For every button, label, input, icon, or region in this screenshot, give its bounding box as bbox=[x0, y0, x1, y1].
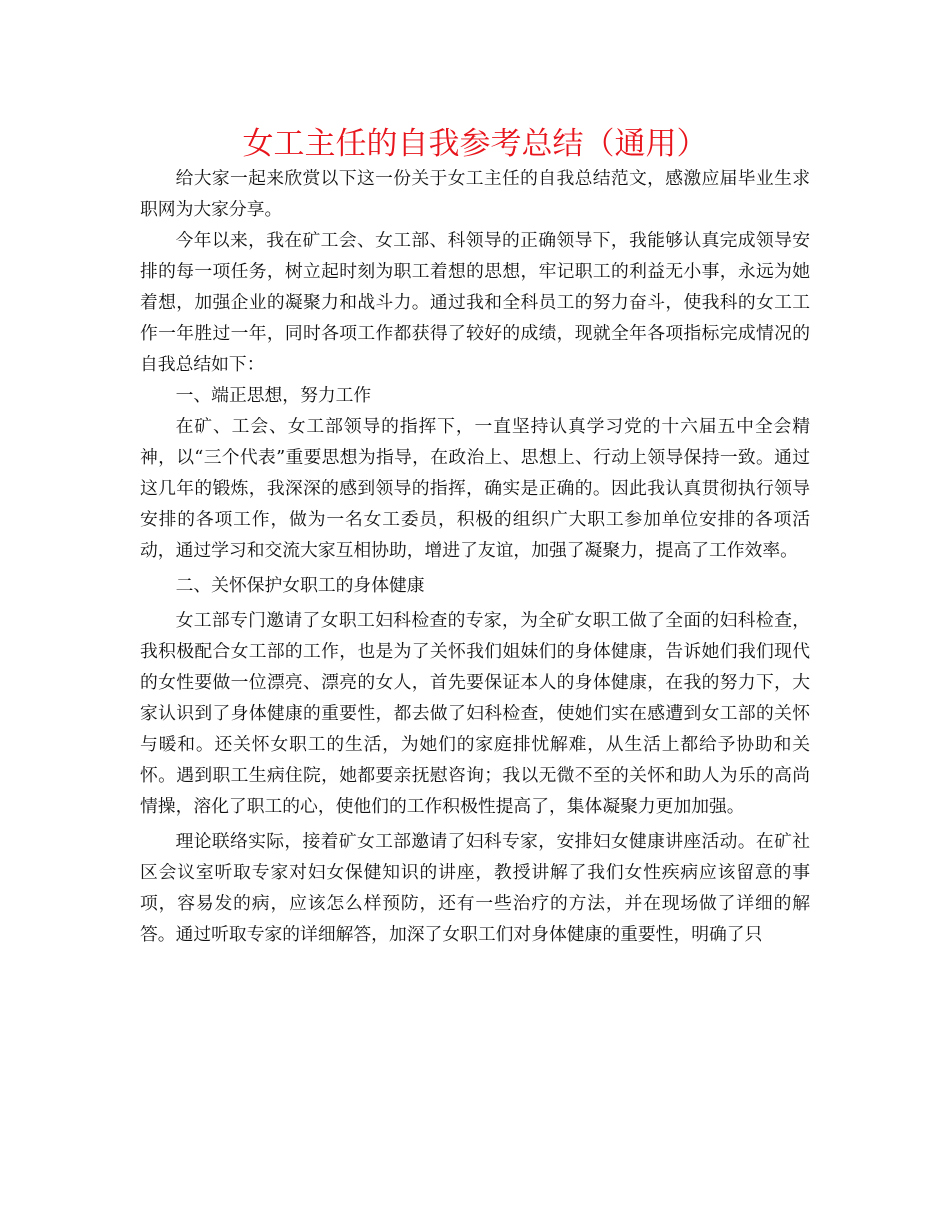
paragraph-intro: 给大家一起来欣赏以下这一份关于女工主任的自我总结范文，感激应届毕业生求职网为大家分享。 bbox=[140, 168, 810, 220]
document-body bbox=[140, 163, 810, 950]
paragraph-overview: 今年以来，我在矿工会、女工部、科领导的正确领导下，我能够认真完成领导安排的每一项任务，树立起时刻为职工着想的思想，牢记职工的利益无小事，永远为她着想，加强企业的凝聚力和战斗力。通过我和全科员工的努力奋斗，使我科的女工工作一年胜过一年，同时各项工作都获得了较好的成绩，现就全年各项指标完成情况的自我总结如下： bbox=[140, 230, 810, 375]
paragraph-section-1: 在矿、工会、女工部领导的指挥下，一直坚持认真学习党的十六届五中全会精神，以“三个代表”重要思想为指导，在政治上、思想上、行动上领导保持一致。通过这几年的锻炼，我深深的感到领导的指挥，确实是正确的。因此我认真贯彻执行领导安排的各项工作，做为一名女工委员，积极的组织广大职工参加单位安排的各项活动，通过学习和交流大家互相协助，增进了友谊，加强了凝聚力，提高了工作效率。 bbox=[140, 416, 810, 561]
section-heading-2: 二、关怀保护女职工的身体健康 bbox=[175, 575, 425, 596]
paragraph-section-2-continued: 理论联络实际，接着矿女工部邀请了妇科专家，安排妇女健康讲座活动。在矿社区会议室听取专家对妇女保健知识的讲座，教授讲解了我们女性疾病应该留意的事项，容易发的病，应该怎么样预防，还有一些治疗的方法，并在现场做了详细的解答。通过听取专家的详细解答，加深了女职工们对身体健康的重要性，明确了只 bbox=[140, 831, 810, 945]
section-heading-1: 一、端正思想，努力工作 bbox=[175, 385, 372, 406]
paragraph-section-2: 女工部专门邀请了女职工妇科检查的专家，为全矿女职工做了全面的妇科检查，我积极配合女工部的工作，也是为了关怀我们姐妹们的身体健康，告诉她们我们现代的女性要做一位漂亮、漂亮的女人，首先要保证本人的身体健康，在我的努力下，大家认识到了身体健康的重要性，都去做了妇科检查，使她们实在感遭到女工部的关怀与暖和。还关怀女职工的生活，为她们的家庭排忧解难，从生活上都给予协助和关怀。遇到职工生病住院，她都要亲抚慰咨询；我以无微不至的关怀和助人为乐的高尚情操，溶化了职工的心，使他们的工作积极性提高了，集体凝聚力更加加强。 bbox=[140, 610, 810, 817]
document-title: 女工主任的自我参考总结（通用） bbox=[242, 126, 708, 162]
